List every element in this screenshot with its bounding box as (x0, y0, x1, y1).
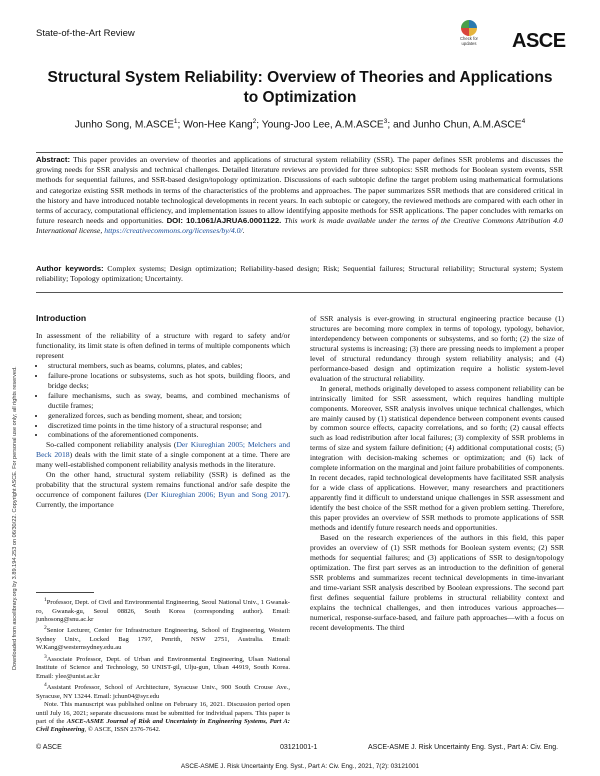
check-for-updates-label: Check for updates (460, 36, 478, 46)
download-sidebar-note: Downloaded from ascelibrary.org by 3.89.194.253 on 06/30/22. Copyright ASCE. For personal use only; all rights reserved. (12, 366, 18, 670)
footnote-rule (36, 592, 94, 593)
author-affiliation-mark: 1 (173, 118, 178, 125)
list-item: • failure mechanisms, such as sway, beams, and combined mechanisms of ductile frames; (46, 391, 290, 411)
paragraph: In assessment of the reliability of a structure with regard to safety and/or functionality, its limit state is often defined in terms of multiple components which represent (36, 330, 290, 360)
article-section-label: State-of-the-Art Review (36, 28, 135, 39)
paragraph: On the other hand, structural system reliability (SSR) is defined as the probability that the structural system remains functional and/or safe despite the occurrence of component failures (Der Kiureghian 2006; Byun and Song 2017). Currently, the importance (36, 470, 291, 510)
journal-name: ASCE-ASME Journal of Risk and Uncertainty in Engineering Systems, Part A: Civil Engineering (36, 718, 291, 734)
list-item: • structural members, such as beams, columns, plates, and cables; (46, 361, 290, 371)
component-list (36, 361, 290, 441)
crossmark-icon (461, 20, 477, 36)
abstract-text: This paper provides an overview of theories and applications of structural system reliability (SSR). The paper defines SSR problems and discusses the growing needs for SSR analysis and technical challenges. Detailed literature reviews are provided for three subtopics: SSR methods for Boolean system events, SSR methods for sequential failures, and SSR-based design/topology optimization. Discussions of each subtopic define the target problem using mathematical formulations and categorize existing SSR methods in terms of the characteristics of the problems and approaches. The paper summarizes SSR methods that are considered critical in the history and have introduced notable technological developments in recent years. In each subtopic or category, the reviewed methods are compared with each other in terms of accuracy, computational efficiency, and implementation issues to allow identifying apposite methods for SSR applications. The paper concludes with remarks on future research needs and opportunities. (36, 155, 563, 226)
footnote: $^4$Assistant Professor, School of Architecture, Syracuse Univ., 900 South Crouse Ave., Syracuse, NY 13244. Email: jchun04@syr.edu (36, 682, 290, 700)
license-link[interactable]: https://creativecommons.org/licenses/by/4.0/ (104, 226, 243, 236)
footnote: $^2$Senior Lecturer, Center for Infrastructure Engineering, School of Engineering, Western Sydney Univ., Locked Bag 1797, Penrith, NSW 2751, Australia. Email: W.Kang@westernsydney.edu.au (36, 625, 290, 652)
license-text: This work is made available under the terms of the Creative Commons Attribution 4.0 International license, (36, 216, 563, 236)
paragraph: In general, methods originally developed to assess component reliability can be intrinsically limited for SSR assessment, which requires handling multiple components. Moreover, SSR analysis involves unique technical challenges, which are mainly caused by (1) statistical dependence between component events caused by common source effects, capacity correlations, and so forth; (2) causal effects such as load redistribution after local failures; (3) complexity of SSR problems in terms of size and system failure definition; (4) additional computational costs; (5) integration with decision-making schemes or optimization; and (6) lack of complete information on the marginal and joint failure probabilities of components. In recent decades, rapid technological developments have facilitated SSR analysis for a wide class of applications. However, many researchers and practitioners apparently find it difficult to understand unique challenges in SSR assessment and identify the best choice of the SSR method for a given problem setting. Therefore, this paper provides an overview of SSR methods to promote applications of SSR methods and identify future research needs and opportunities. (310, 383, 564, 533)
citation-link[interactable]: Der Kiureghian 2005; Melchers and Beck 2018 (36, 440, 290, 460)
footnote: $^3$Associate Professor, Dept. of Urban and Environmental Engineering, Ulsan National Institute of Science and Technology, 50 UNIST-gil, Ulju-gun, Ulsan 44919, South Korea. Email: ylee@unist.ac.kr (36, 653, 290, 680)
list-item: • combinations of the aforementioned components. (46, 430, 290, 440)
author-affiliation-mark: 2 (252, 118, 257, 125)
keywords-text: Complex systems; Design optimization; Reliability-based design; Risk; Sequential failures; Structural reliability; Structural system; System reliability; Topology optimization; Uncertainty. (36, 264, 563, 284)
footnotes (36, 596, 290, 735)
footer-copyright: © ASCE (36, 744, 62, 751)
right-column (310, 314, 564, 633)
footer-citation: ASCE-ASME J. Risk Uncertainty Eng. Syst., Part A: Civ. Eng., 2021, 7(2): 03121001 (180, 763, 420, 770)
footnote: $^1$Professor, Dept. of Civil and Environmental Engineering, Seoul National Univ., 1 Gwanak-ro, Gwanak-gu, Seoul 08826, South Korea (corresponding author). Email: junhosong@snu.ac.kr (36, 597, 290, 623)
abstract-label: Abstract: (36, 155, 71, 164)
abstract-bottom-rule (36, 292, 563, 293)
author-name: Young-Joo Lee, A.M.ASCE (261, 119, 384, 131)
paragraph: of SSR analysis is ever-growing in structural engineering practice because (1) structures are becoming more complex in terms of topology, typology, behavior, interdependency between components or subsystems, and so forth; (2) the size of structural systems is increasing; (3) there are pressing needs to implement a proper level of structural redundancy through system reliability analysis; and (4) performance-based design and optimization require a holistic system-level evaluation of the structural reliability. (310, 314, 564, 383)
author-name: Junho Chun, A.M.ASCE (412, 119, 522, 131)
left-column (36, 314, 290, 510)
author-affiliation-mark: 3 (383, 118, 388, 125)
abstract-top-rule (36, 152, 563, 153)
abstract (36, 155, 563, 237)
keywords-label: Author keywords: (36, 264, 104, 273)
author-name: Junho Song, M.ASCE (74, 119, 174, 131)
author-list: Junho Song, M.ASCE$^1$; Won-Hee Kang$^2$; Young-Joo Lee, A.M.ASCE$^3$; and Junho Chun, A.M.ASCE$^4$ (74, 118, 526, 131)
list-item: • failure-prone locations or subsystems, such as hot spots, building floors, and bridge decks; (46, 371, 290, 391)
publisher-logo: ASCE (512, 30, 566, 52)
list-item: • generalized forces, such as bending moment, shear, and torsion; (46, 411, 290, 421)
list-item: • discretized time points in the time history of a structural response; and (46, 421, 290, 431)
author-affiliation-mark: 4 (521, 118, 526, 125)
paragraph: So-called component reliability analysis (Der Kiureghian 2005; Melchers and Beck 2018) deals with the limit state of a single component at a time. There are many well-established component reliability analysis methods in the literature. (36, 440, 290, 470)
check-for-updates-badge[interactable] (458, 20, 480, 52)
footer-page-id: 03121001-1 (280, 744, 318, 751)
publication-note: Note. This manuscript was published online on February 16, 2021. Discussion period open until July 16, 2021; separate discussions must be submitted for individual papers. This paper is part of the ASCE-ASME Journal of Risk and Uncertainty in Engineering Systems, Part A: Civil Engineering, © ASCE, ISSN 2376-7642. (36, 701, 291, 734)
footer-journal: ASCE-ASME J. Risk Uncertainty Eng. Syst., Part A: Civ. Eng. (368, 744, 559, 751)
citation-link[interactable]: Der Kiureghian 2006; Byun and Song 2017 (146, 490, 286, 500)
paper-title: Structural System Reliability: Overview of Theories and Applications to Optimization (47, 69, 553, 106)
author-name: Won-Hee Kang (183, 119, 253, 131)
paragraph: Based on the research experiences of the authors in this field, this paper provides an overview of (1) SSR methods for Boolean system events; (2) SSR methods for sequential failures; and (3) applications of SSR to design/topology optimization. The first part serves as an introduction to the definition of general SSR problems and summarizes recent technical developments in time-invariant and time-variant SSR analysis described by Boolean expressions. The second part first defines sequential failure problems in structural reliability context and explains the technical challenges, and then introduces various approaches—numerical, response-surface-based, and failure path approaches—with a focus on recent developments. The third (310, 532, 564, 632)
doi[interactable]: DOI: 10.1061/AJRUA6.0001122. (166, 216, 282, 226)
author-keywords (36, 264, 563, 284)
license-suffix: . (242, 226, 245, 236)
section-heading-introduction: Introduction (36, 313, 87, 323)
